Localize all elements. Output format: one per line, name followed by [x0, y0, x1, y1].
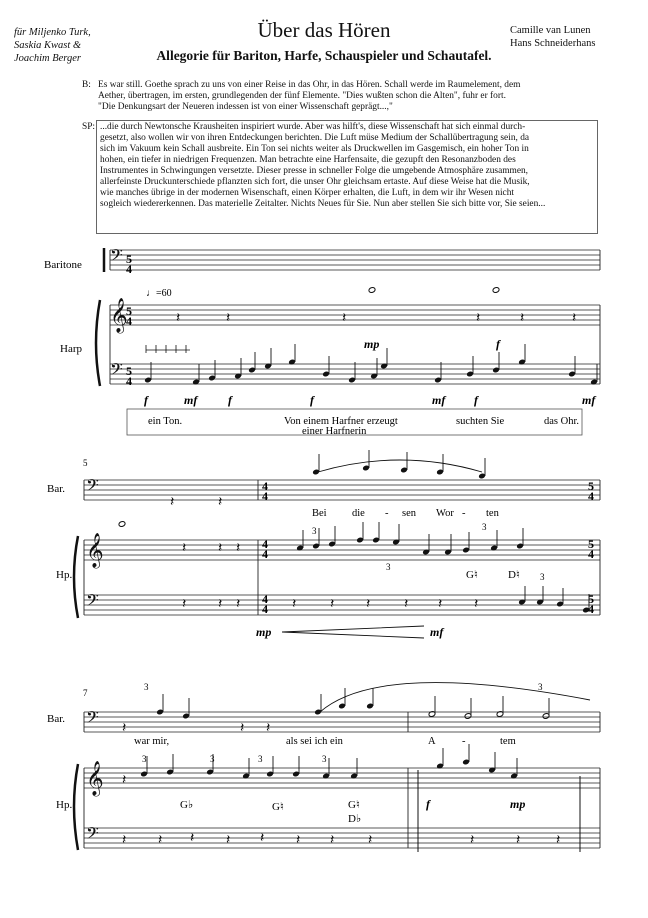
text-line: "Die Denkungsart der Neueren indessen ist von einer Wissenschaft geprägt...," [98, 102, 393, 112]
time-sig-denominator: 4 [126, 374, 132, 388]
harp-brace [74, 764, 78, 850]
harmonic-ticks [146, 345, 190, 353]
pedal-marking: D♮ [508, 569, 520, 581]
quarter-rest: 𝄽 [236, 597, 241, 612]
quarter-rest: 𝄽 [330, 597, 335, 612]
text-line: sogleich wiedererkennen. Das materielle Zeitalter. Nichts Neues für Sie. Nun aber stellen Sie sich bitte vor, Sie seien... [100, 199, 546, 209]
text-line: ...die durch Newtonsche Krausheiten inspiriert wurde. Aber was hilft's, diese Wissenschaft hat sich einmal durch- [100, 122, 526, 132]
dynamic-mark: f [228, 393, 232, 407]
quarter-rest: 𝄽 [470, 833, 475, 848]
lyric-syllable: Wor [436, 508, 454, 519]
box-text: einer Harfnerin [302, 426, 367, 437]
lyric-syllable: Bei [312, 508, 327, 519]
quarter-rest: 𝄽 [292, 597, 297, 612]
tuplet-number: 3 [258, 754, 263, 764]
instrument-label-bar: Bar. [47, 483, 66, 495]
notehead [492, 287, 500, 294]
text-line: sich im Vakuum kein Schall ausbreite. Ein Ton sei nichts weiter als Druckwellen im Gasgemisch, ein hoher Ton in [100, 144, 529, 154]
instrument-label-hp: Hp. [56, 799, 73, 811]
tuplet-number: 3 [142, 754, 147, 764]
quarter-rest: 𝄽 [226, 311, 231, 326]
page-subtitle: Allegorie für Bariton, Harfe, Schauspieler und Schautafel. [156, 48, 492, 63]
time-sig-numerator: 5 [588, 537, 594, 551]
box-text: ein Ton. [148, 416, 183, 427]
quarter-rest: 𝄽 [122, 833, 127, 848]
dynamic-mark: f [426, 797, 430, 811]
quarter-rest: 𝄽 [520, 311, 525, 326]
text-line: wie manches übrige in der modernen Wisenschaft, einen Körper erhalten, die Luft, in dem wir ihr Wesen nicht [100, 188, 515, 198]
time-sig-denominator: 4 [126, 262, 132, 276]
page-title: Über das Hören [257, 18, 391, 42]
dynamic-mark: mp [364, 337, 380, 351]
tempo-note: ♩ [146, 288, 156, 299]
instrument-label-hp: Hp. [56, 569, 73, 581]
time-sig-numerator: 5 [588, 479, 594, 493]
staff-lines [74, 248, 600, 850]
tuplet-number: 3 [386, 562, 391, 572]
dynamic-mark: f [144, 393, 148, 407]
bass-clef: 𝄢 [110, 247, 123, 269]
quarter-rest: 𝄽 [476, 311, 481, 326]
harp-brace [96, 300, 100, 386]
harp-brace [74, 536, 78, 618]
lyric-syllable: - [385, 508, 389, 519]
tuplet-number: 3 [312, 526, 317, 536]
measure-number: 7 [83, 688, 88, 698]
lyric-syllable: als sei ich ein [286, 736, 343, 747]
tempo-value: =60 [156, 288, 172, 299]
lyric-syllable: die [352, 508, 365, 519]
bass-clef: 𝄢 [86, 825, 99, 847]
box-text: Von einem Harfner erzeugt [284, 416, 398, 427]
treble-clef: 𝄞 [110, 299, 128, 332]
quarter-rest: 𝄽 [190, 831, 195, 846]
quarter-rest: 𝄽 [366, 597, 371, 612]
bass-clef: 𝄢 [86, 592, 99, 614]
quarter-rest: 𝄽 [218, 597, 223, 612]
speaker-label-b: B: [82, 80, 91, 90]
quarter-rest: 𝄽 [122, 721, 127, 736]
composer-name: Camille van Lunen [510, 25, 591, 36]
dynamic-mark: mf [582, 393, 596, 407]
quarter-rest: 𝄽 [342, 311, 347, 326]
slur [320, 683, 590, 712]
time-sig-numerator: 4 [262, 592, 268, 606]
notehead [368, 287, 376, 294]
quarter-rest: 𝄽 [572, 311, 577, 326]
quarter-rest: 𝄽 [240, 721, 245, 736]
time-sig-denominator: 4 [588, 547, 594, 561]
lyric-syllable: sen [402, 508, 416, 519]
quarter-rest: 𝄽 [368, 833, 373, 848]
time-sig-numerator: 5 [126, 364, 132, 378]
time-sig-numerator: 4 [262, 479, 268, 493]
lyric-syllable: - [462, 508, 466, 519]
instrument-label-harp: Harp [60, 343, 82, 355]
quarter-rest: 𝄽 [226, 833, 231, 848]
tuplet-number: 3 [144, 682, 149, 692]
tuplet-number: 3 [538, 682, 543, 692]
tuplet-number: 3 [540, 572, 545, 582]
dynamic-mark: f [474, 393, 478, 407]
time-sig-denominator: 4 [262, 602, 268, 616]
time-sig-denominator: 4 [126, 314, 132, 328]
text-line: allerfeinste Druckunterschiede pflanzten sich fort, die unser Ohr gleichsam ertaste. Auf diese Weise hat die Musik, [100, 177, 530, 187]
slur [318, 460, 482, 472]
dedication-line: für Miljenko Turk, [14, 27, 91, 38]
time-sig-denominator: 4 [588, 602, 594, 616]
text-line: gesetzt, also wollen wir von ihren Entdeckungen berichten. Die Luft müse Medium der Schallübertragung sein, da [100, 133, 530, 143]
score-glyphs [86, 247, 598, 852]
quarter-rest: 𝄽 [474, 597, 479, 612]
quarter-rest: 𝄽 [158, 833, 163, 848]
time-sig-numerator: 5 [588, 592, 594, 606]
bass-clef: 𝄢 [86, 477, 99, 499]
bass-clef: 𝄢 [86, 709, 99, 731]
lyric-syllable: war mir, [134, 736, 170, 747]
quarter-rest: 𝄽 [218, 495, 223, 510]
crescendo-hairpin [282, 626, 424, 638]
dynamic-mark: mf [432, 393, 446, 407]
tuplet-number: 3 [210, 754, 215, 764]
pedal-marking: G♮ [272, 801, 284, 813]
quarter-rest: 𝄽 [170, 495, 175, 510]
treble-clef: 𝄞 [86, 534, 104, 567]
instrument-label-bar: Bar. [47, 713, 66, 725]
time-sig-numerator: 4 [262, 537, 268, 551]
time-sig-denominator: 4 [262, 547, 268, 561]
pedal-marking: G♮ [466, 569, 478, 581]
pedal-marking: D♭ [348, 813, 362, 825]
quarter-rest: 𝄽 [404, 597, 409, 612]
lyric-syllable: ten [486, 508, 499, 519]
treble-clef: 𝄞 [86, 762, 104, 795]
instrument-label-baritone: Baritone [44, 259, 82, 271]
dynamic-mark: mf [430, 625, 444, 639]
time-sig-numerator: 5 [126, 304, 132, 318]
composer-name: Hans Schneiderhans [510, 38, 596, 49]
quarter-rest: 𝄽 [516, 833, 521, 848]
quarter-rest: 𝄽 [176, 311, 181, 326]
quarter-rest: 𝄽 [260, 831, 265, 846]
time-sig-denominator: 4 [588, 489, 594, 503]
quarter-rest: 𝄽 [182, 541, 187, 556]
dynamic-mark: f [496, 337, 500, 351]
dynamic-mark: mp [510, 797, 526, 811]
measure-number: 5 [83, 458, 88, 468]
text-line: hohen, ein tiefer in niedrigen Frequenzen. Man betrachte eine Harfensaite, die gezupft den Resonanzboden des [100, 155, 516, 165]
text-line: Es war still. Goethe sprach zu uns von einer Reise in das Ohr, in das Hören. Schall werde im Raumelement, dem [98, 80, 521, 90]
bass-clef: 𝄢 [110, 361, 123, 383]
lyric-syllable: A [428, 736, 436, 747]
quarter-rest: 𝄽 [182, 597, 187, 612]
lyric-syllable: tem [500, 736, 516, 747]
quarter-rest: 𝄽 [218, 541, 223, 556]
tuplet-number: 3 [322, 754, 327, 764]
time-sig-denominator: 4 [262, 489, 268, 503]
pedal-marking: G♮ [348, 799, 360, 811]
dedication-line: Joachim Berger [14, 53, 81, 64]
quarter-rest: 𝄽 [296, 833, 301, 848]
dynamic-mark: mp [256, 625, 272, 639]
dynamic-mark: f [310, 393, 314, 407]
dynamic-mark: mf [184, 393, 198, 407]
quarter-rest: 𝄽 [556, 833, 561, 848]
quarter-rest: 𝄽 [266, 721, 271, 736]
lyric-syllable: - [462, 736, 466, 747]
notehead [118, 521, 126, 528]
box-text: suchten Sie [456, 416, 505, 427]
pedal-marking: G♭ [180, 799, 194, 811]
dedication-line: Saskia Kwast & [14, 40, 82, 51]
quarter-rest: 𝄽 [236, 541, 241, 556]
quarter-rest: 𝄽 [438, 597, 443, 612]
text-line: Aether, übertragen, im ersten, grundlegenden der fünf Elemente. "Dies wußten schon die Alten", fuhr er fort. [98, 91, 506, 101]
quarter-rest: 𝄽 [330, 833, 335, 848]
quarter-rest: 𝄽 [122, 773, 127, 788]
tuplet-number: 3 [482, 522, 487, 532]
speaker-label-sp: SP: [82, 122, 96, 132]
text-line: Instrumentes in Schwingungen versetzte. Dieser presse in schneller Folge die umgebende Atmosphäre zusammen, [100, 166, 529, 176]
time-sig-numerator: 5 [126, 252, 132, 266]
box-text: das Ohr. [544, 416, 579, 427]
